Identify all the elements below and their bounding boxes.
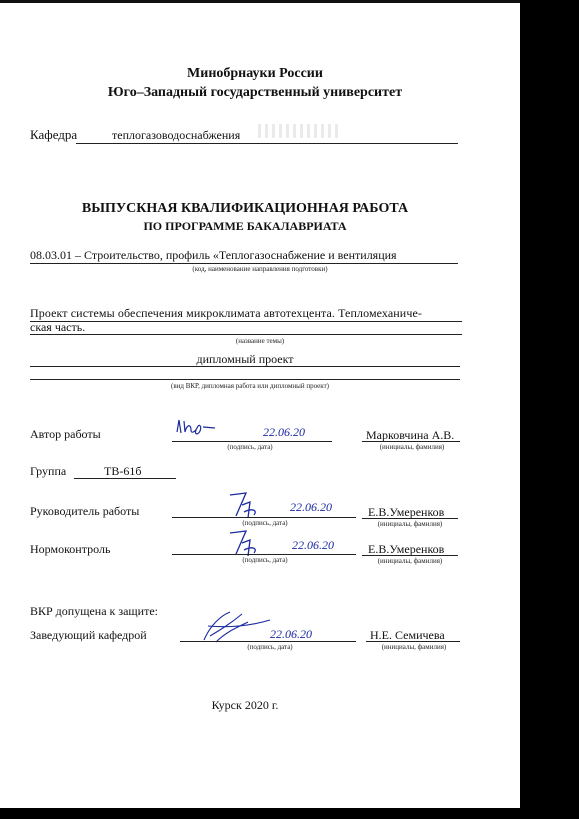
head-signature-line [180,641,356,642]
direction-caption: (код, наименование направления подготовки) [192,265,328,273]
author-date: 22.06.20 [263,425,305,439]
faint-stamp-mark [258,124,338,138]
author-name-caption: (инициалы, фамилия) [379,443,445,451]
head-date: 22.06.20 [270,627,312,641]
normcontrol-date: 22.06.20 [292,538,334,552]
supervisor-name: Е.В.Умеренков [368,505,445,519]
supervisor-signature-line [172,517,356,518]
ministry-name: Минобрнауки России [187,66,323,81]
head-name-caption: (инициалы, фамилия) [381,643,447,651]
normcontrol-label: Нормоконтроль [30,542,111,556]
normcontrol-signature-line [172,554,356,555]
author-signature-line [172,441,332,442]
author-name-line [362,441,460,442]
work-type-underline [30,366,460,367]
direction-underline [30,263,458,264]
group-label: Группа [30,464,67,478]
work-type-value: дипломный проект [196,352,294,366]
head-name-line [366,641,460,642]
head-signature [200,606,275,644]
topic-line1: Проект системы обеспечения микроклимата автотехцента. Тепломеханиче- [30,306,422,320]
group-value: ТВ-61б [104,464,142,478]
group-underline [74,478,176,479]
admission-label: ВКР допущена к защите: [30,604,158,618]
author-signature [175,418,235,440]
head-label: Заведующий кафедрой [30,628,147,642]
scan-border-right [520,0,579,819]
university-name: Юго–Западный государственный университет [107,85,403,100]
work-type-underline2 [30,379,460,380]
department-underline [76,143,458,144]
normcontrol-name: Е.В.Умеренков [368,542,445,556]
normcontrol-name-line [362,555,458,556]
city-year: Курск 2020 г. [211,698,279,712]
supervisor-name-line [362,518,458,519]
head-sign-caption: (подпись, дата) [247,643,293,651]
normcontrol-sign-caption: (подпись, дата) [242,556,288,564]
supervisor-label: Руководитель работы [30,504,140,518]
supervisor-signature [228,490,268,520]
scan-border-bottom [0,808,579,819]
supervisor-date: 22.06.20 [290,500,332,514]
topic-line2: ская часть. [30,320,86,334]
head-name: Н.Е. Семичева [370,628,445,642]
supervisor-name-caption: (инициалы, фамилия) [377,520,443,528]
work-title-line1: ВЫПУСКНАЯ КВАЛИФИКАЦИОННАЯ РАБОТА [81,201,409,216]
direction-value: 08.03.01 – Строительство, профиль «Теплогазоснабжение и вентиляция [30,248,397,262]
normcontrol-name-caption: (инициалы, фамилия) [377,557,443,565]
topic-underline1 [30,321,462,322]
scan-border-top [0,0,579,3]
work-type-caption: (вид ВКР, дипломная работа или дипломный проект) [171,382,329,390]
department-label: Кафедра [30,127,78,142]
department-value: теплогазоводоснабжения [112,128,241,142]
topic-underline2 [30,334,462,335]
author-label: Автор работы [30,427,101,441]
author-sign-caption: (подпись, дата) [227,443,273,451]
supervisor-sign-caption: (подпись, дата) [242,519,288,527]
topic-caption: (название темы) [235,337,285,345]
work-title-line2: ПО ПРОГРАММЕ БАКАЛАВРИАТА [143,219,347,233]
author-name: Марковчина А.В. [366,428,455,442]
